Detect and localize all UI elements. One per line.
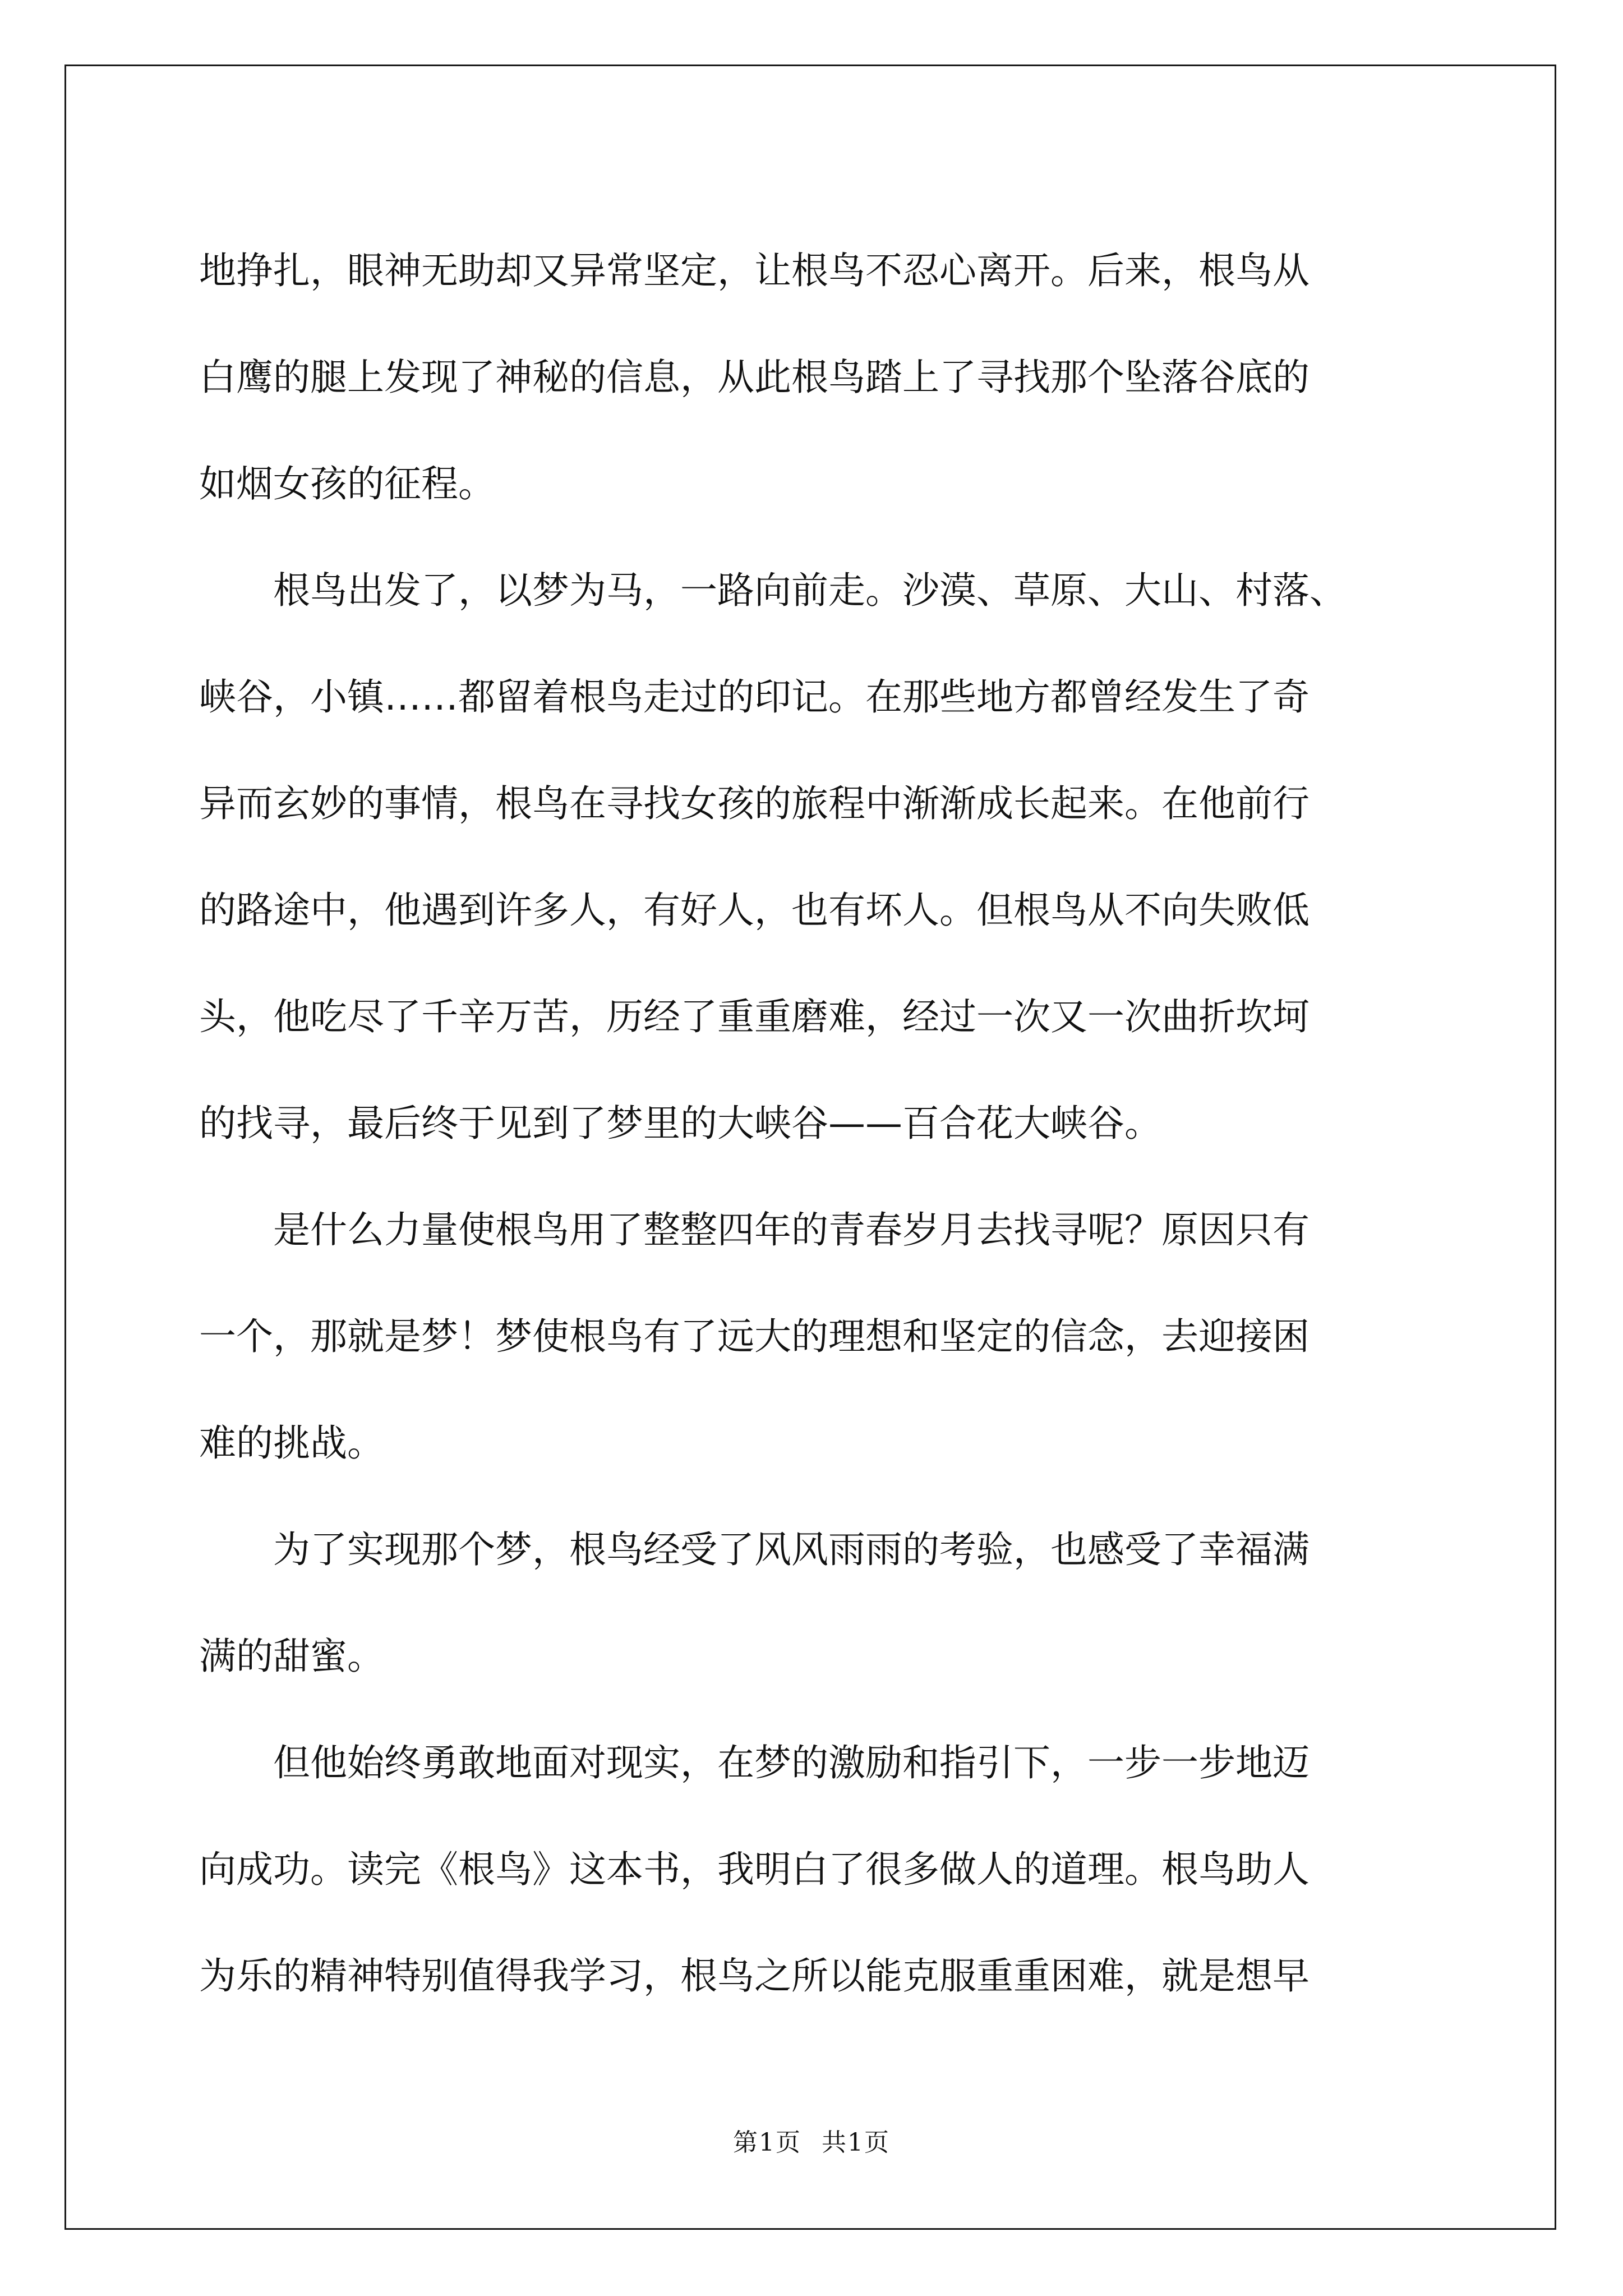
document-body bbox=[199, 218, 1427, 2030]
text-line: 一个，那就是梦！梦使根鸟有了远大的理想和坚定的信念，去迎接困 bbox=[199, 1315, 1310, 1358]
text-line: 白鹰的腿上发现了神秘的信息，从此根鸟踏上了寻找那个坠落谷底的 bbox=[199, 356, 1310, 399]
text-line: 满的甜蜜。 bbox=[199, 1635, 384, 1678]
text-line: 如烟女孩的征程。 bbox=[199, 462, 495, 505]
page-footer bbox=[0, 2122, 1623, 2158]
text-line: 峡谷，小镇……都留着根鸟走过的印记。在那些地方都曾经发生了奇 bbox=[199, 675, 1310, 719]
text-line: 地挣扎，眼神无助却又异常坚定，让根鸟不忍心离开。后来，根鸟从 bbox=[199, 249, 1310, 292]
text-line: 难的挑战。 bbox=[199, 1421, 384, 1465]
page-number: 第1页 bbox=[733, 2128, 801, 2157]
text-line: 为了实现那个梦，根鸟经受了风风雨雨的考验，也感受了幸福满 bbox=[199, 1528, 1310, 1571]
text-line: 的找寻，最后终于见到了梦里的大峡谷——百合花大峡谷。 bbox=[199, 1102, 1161, 1145]
text-line: 异而玄妙的事情，根鸟在寻找女孩的旅程中渐渐成长起来。在他前行 bbox=[199, 782, 1310, 825]
text-line: 头，他吃尽了千辛万苦，历经了重重磨难，经过一次又一次曲折坎坷 bbox=[199, 995, 1310, 1038]
text-line: 但他始终勇敢地面对现实，在梦的激励和指引下，一步一步地迈 bbox=[199, 1741, 1310, 1784]
text-line: 为乐的精神特别值得我学习，根鸟之所以能克服重重困难，就是想早 bbox=[199, 1954, 1310, 1998]
text-line: 是什么力量使根鸟用了整整四年的青春岁月去找寻呢？原因只有 bbox=[199, 1208, 1310, 1251]
page-total: 共1页 bbox=[822, 2128, 890, 2157]
text-line: 向成功。读完《根鸟》这本书，我明白了很多做人的道理。根鸟助人 bbox=[199, 1848, 1310, 1891]
text-line: 根鸟出发了，以梦为马，一路向前走。沙漠、草原、大山、村落、 bbox=[199, 569, 1347, 612]
text-line: 的路途中，他遇到许多人，有好人，也有坏人。但根鸟从不向失败低 bbox=[199, 889, 1310, 932]
